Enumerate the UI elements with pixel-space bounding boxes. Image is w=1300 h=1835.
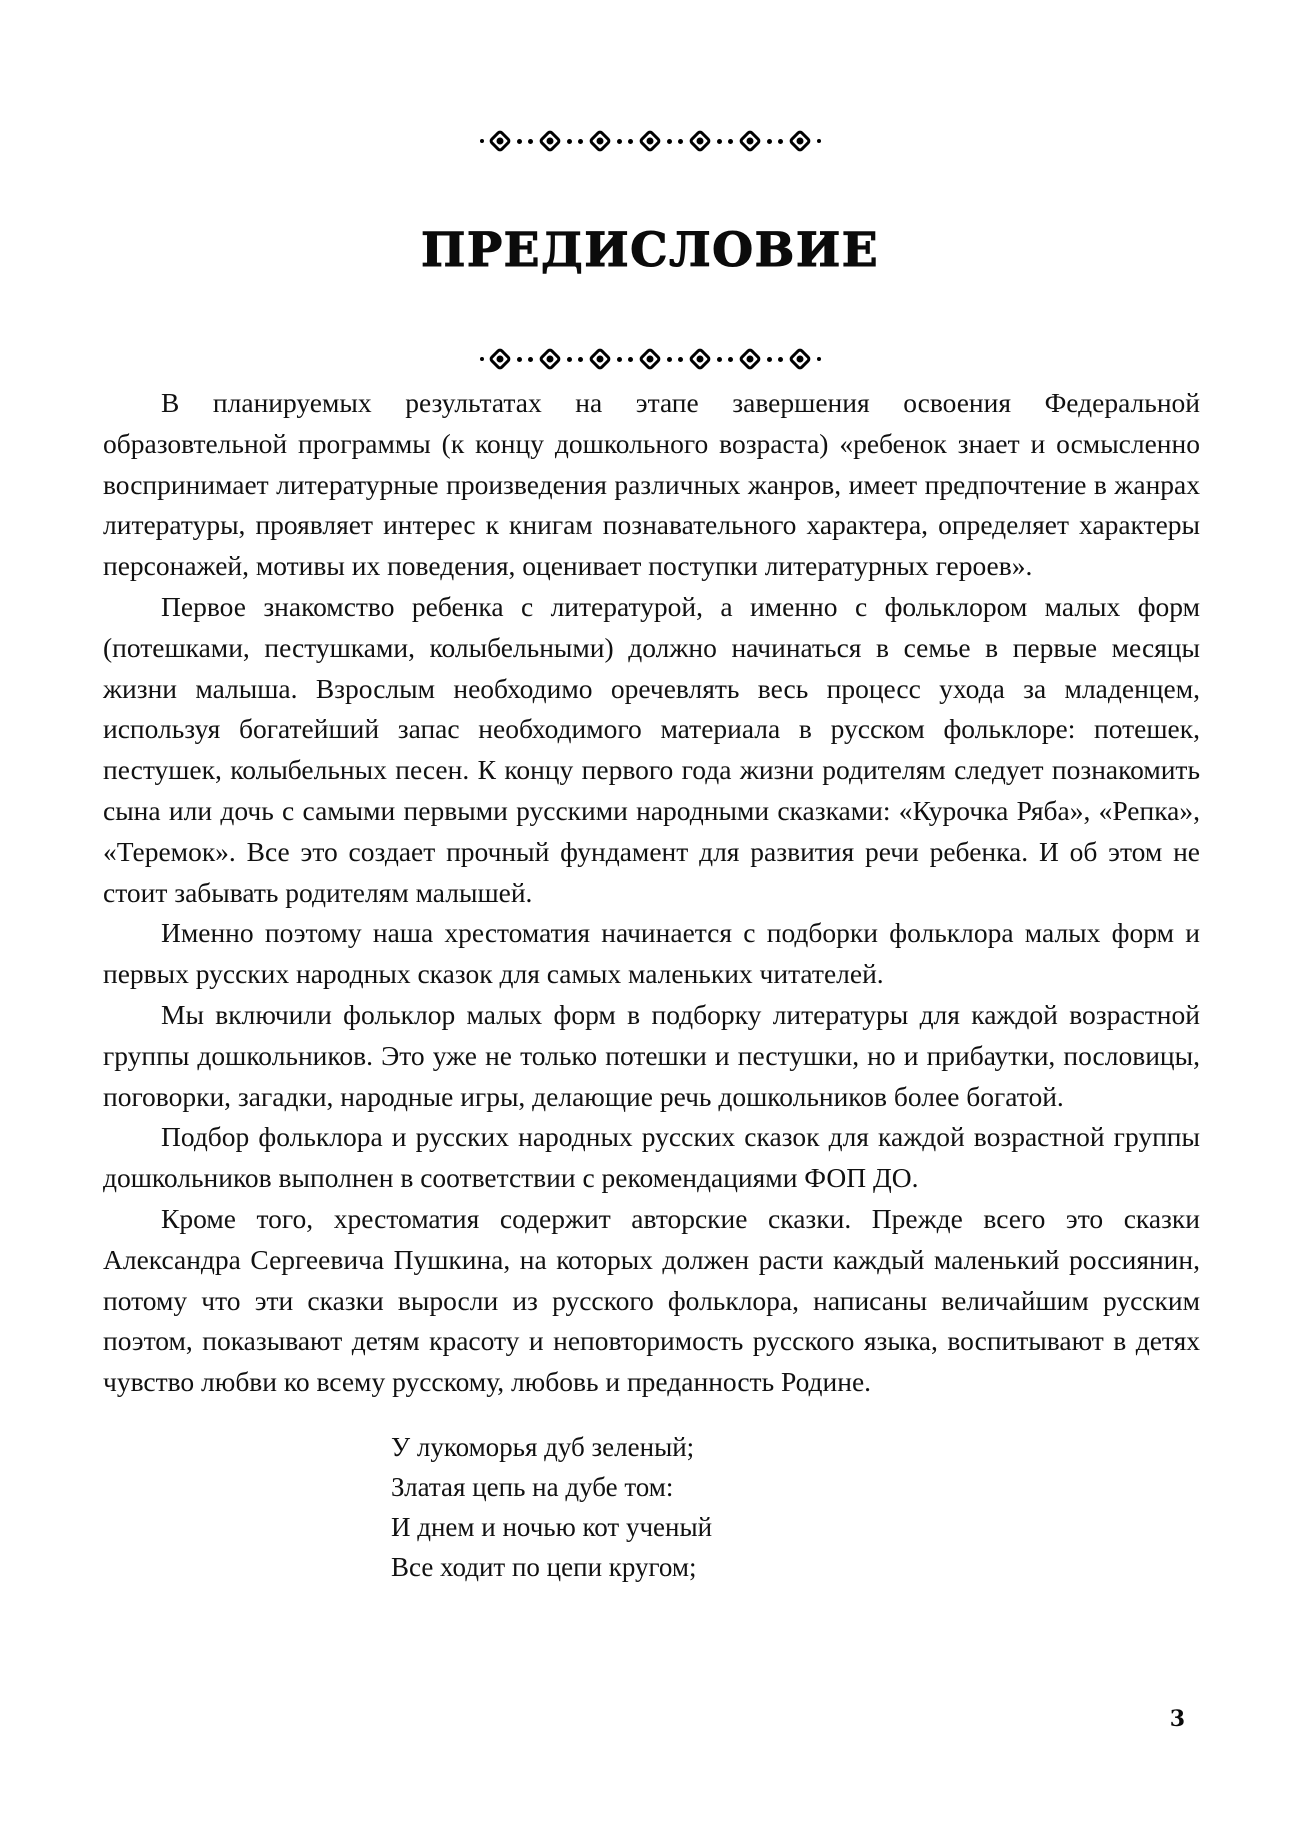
ornament-rule-bottom [0, 346, 1300, 372]
ornament-dot [528, 139, 533, 144]
ornament-diamond-icon [737, 346, 763, 372]
ornament-diamond-icon [537, 128, 563, 154]
verse-line: Златая цепь на дубе том: [391, 1471, 674, 1502]
ornament-diamond-icon [487, 128, 513, 154]
ornament-dot [617, 357, 622, 362]
ornament-dot [778, 139, 783, 144]
ornament-diamond-icon [637, 346, 663, 372]
verse-line: И днем и ночью кот ученый [391, 1511, 713, 1542]
ornament-dot [628, 139, 633, 144]
ornament-dot [480, 139, 484, 143]
ornament-dot [517, 139, 522, 144]
verse-line: Все ходит по цепи кругом; [391, 1551, 697, 1582]
ornament-dot [767, 357, 772, 362]
verse-block [103, 1427, 1200, 1587]
page-number: 3 [1169, 1706, 1185, 1732]
paragraph: Мы включили фольклор малых форм в подборку литературы для каждой возрастной группы дошкольников. Это уже не только потешки и пестушки, но и прибаутки, пословицы, поговорки, загадки, народные игры, делающие речь дошкольников более богатой. [103, 998, 1200, 1112]
ornament-dot [717, 139, 722, 144]
paragraph: Первое знакомство ребенка с литературой, а именно с фольклором малых форм (потешками, пестушками, колыбельными) должно начинаться в семье в первые месяцы жизни малыша. Взрослым необходимо оречевлять весь процесс ухода за младенцем, используя богатейший запас необходимого материала в русском фольклоре: потешек, пестушек, колыбельных песен. К концу первого года жизни родителям следует познакомить сына или дочь с самыми первыми русскими народными сказками: «Курочка Ряба», «Репка», «Теремок». Все это создает прочный фундамент для развития речи ребенка. И об этом не стоит забывать родителям малышей. [103, 590, 1200, 908]
ornament-dot [817, 357, 821, 361]
ornament-dot [767, 139, 772, 144]
ornament-diamond-icon [687, 128, 713, 154]
body-content [103, 383, 1200, 1587]
paragraph: Именно поэтому наша хрестоматия начинается с подборки фольклора малых форм и первых русских народных сказок для самых маленьких читателей. [103, 917, 1200, 990]
ornament-diamond-icon [537, 346, 563, 372]
ornament-diamond-icon [487, 346, 513, 372]
ornament-diamond-icon [737, 128, 763, 154]
ornament-dot [728, 139, 733, 144]
ornament-dot [678, 357, 683, 362]
ornament-dot [578, 357, 583, 362]
ornament-dot [528, 357, 533, 362]
ornament-dot [480, 357, 484, 361]
ornament-dot [628, 357, 633, 362]
ornament-rule-top [0, 128, 1300, 154]
ornament-diamond-icon [687, 346, 713, 372]
ornament-dot [717, 357, 722, 362]
page-title: ПРЕДИСЛОВИЕ [420, 223, 880, 279]
ornament-dot [728, 357, 733, 362]
paragraph: Кроме того, хрестоматия содержит авторские сказки. Прежде всего это сказки Александра Сергеевича Пушкина, на которых должен расти каждый маленький россиянин, потому что эти сказки выросли из русского фольклора, написаны величайшим русским поэтом, показывают детям красоту и неповторимость русского языка, воспитывают в детях чувство любви ко всему русскому, любовь и преданность Родине. [103, 1202, 1200, 1398]
ornament-diamond-icon [587, 128, 613, 154]
ornament-dot [667, 357, 672, 362]
ornament-dot [578, 139, 583, 144]
ornament-diamond-icon [787, 128, 813, 154]
ornament-dot [667, 139, 672, 144]
ornament-dot [778, 357, 783, 362]
verse-line: У лукоморья дуб зеленый; [391, 1431, 695, 1462]
ornament-dot [817, 139, 821, 143]
ornament-dot [517, 357, 522, 362]
paragraph: В планируемых результатах на этапе завершения освоения Федеральной образовтельной программы (к концу дошкольного возраста) «ребенок знает и осмысленно воспринимает литературные произведения различных жанров, имеет предпочтение в жанрах литературы, проявляет интерес к книгам познавательного характера, определяет характеры персонажей, мотивы их поведения, оценивает поступки литературных героев». [103, 387, 1200, 582]
ornament-dot [617, 139, 622, 144]
ornament-diamond-icon [587, 346, 613, 372]
ornament-dot [567, 139, 572, 144]
ornament-diamond-icon [787, 346, 813, 372]
paragraph: Подбор фольклора и русских народных русских сказок для каждой возрастной группы дошкольников выполнен в соответствии с рекомендациями ФОП ДО. [103, 1121, 1200, 1194]
ornament-dot [567, 357, 572, 362]
ornament-dot [678, 139, 683, 144]
ornament-diamond-icon [637, 128, 663, 154]
